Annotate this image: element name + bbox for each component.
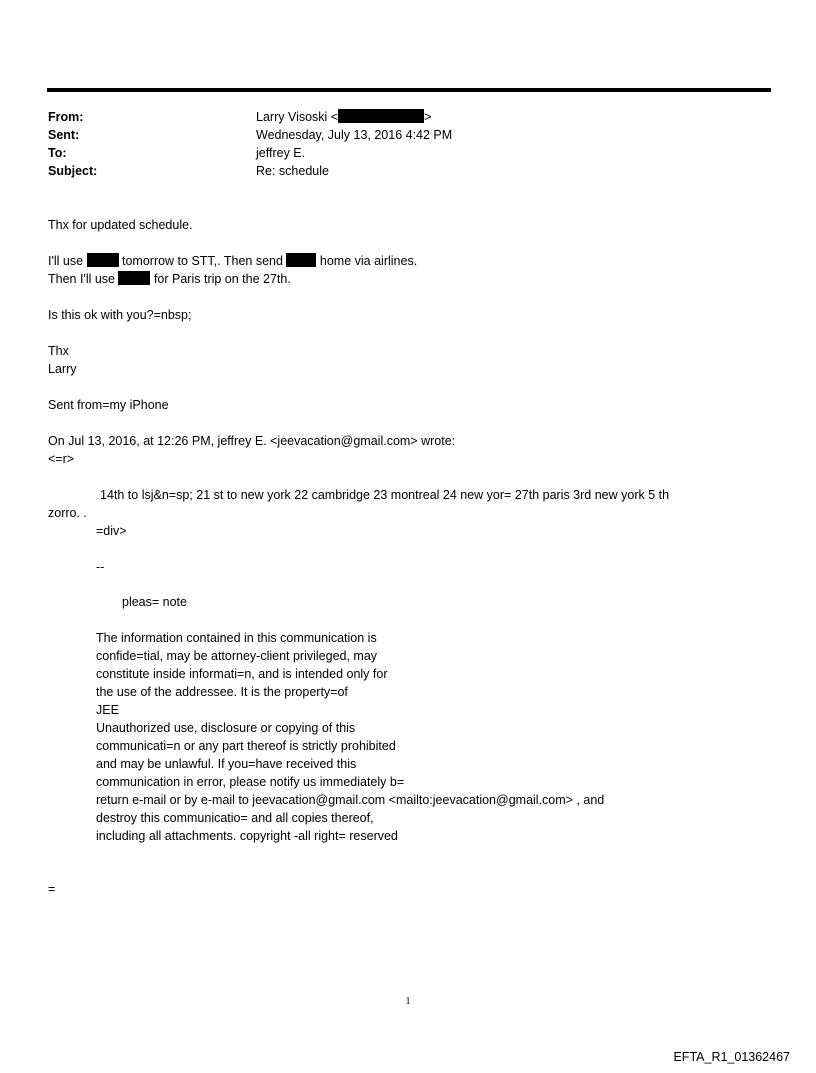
body-line: Is this ok with you?=nbsp; — [48, 308, 192, 322]
disclaimer-line: JEE — [96, 703, 119, 717]
from-value — [256, 108, 431, 126]
disclaimer-line: the use of the addressee. It is the property=of — [96, 685, 348, 699]
disclaimer-line: communicati=n or any part thereof is strictly prohibited — [96, 739, 396, 753]
body-text: tomorrow to STT,. Then send — [118, 254, 287, 268]
redaction-box — [87, 253, 119, 267]
sent-from-line: Sent from=my iPhone — [48, 398, 169, 412]
schedule-line: zorro. . — [48, 506, 87, 520]
body-line: Thx — [48, 344, 69, 358]
body-line: Thx for updated schedule. — [48, 218, 193, 232]
subject-value: Re: schedule — [256, 164, 329, 178]
bates-number: EFTA_R1_01362467 — [673, 1050, 790, 1064]
body-text: for Paris trip on the 27th. — [150, 272, 291, 286]
body-text: home via airlines. — [316, 254, 418, 268]
body-text: I'll use — [48, 254, 87, 268]
from-label: From: — [48, 110, 84, 124]
sent-label: Sent: — [48, 128, 80, 142]
from-name: Larry Visoski < — [256, 110, 339, 124]
body-line: <=r> — [48, 452, 75, 466]
page-number: 1 — [405, 996, 411, 1007]
body-line — [48, 252, 417, 270]
to-label: To: — [48, 146, 67, 160]
redaction-box — [118, 271, 150, 285]
to-value: jeffrey E. — [256, 146, 306, 160]
sent-value: Wednesday, July 13, 2016 4:42 PM — [256, 128, 453, 142]
disclaimer-line: constitute inside informati=n, and is intended only for — [96, 667, 388, 681]
subject-label: Subject: — [48, 164, 98, 178]
body-line — [48, 270, 291, 288]
disclaimer-line: return e-mail or by e-mail to jeevacation@gmail.com <mailto:jeevacation@gmail.com> , and — [96, 793, 605, 807]
disclaimer-line: Unauthorized use, disclosure or copying of this — [96, 721, 356, 735]
disclaimer-line: including all attachments. copyright -all right= reserved — [96, 829, 398, 843]
body-text: Then I'll use — [48, 272, 119, 286]
disclaimer-line: communication in error, please notify us immediately b= — [96, 775, 405, 789]
body-line: = — [48, 882, 56, 896]
disclaimer-line: confide=tial, may be attorney-client privileged, may — [96, 649, 378, 663]
separator-line: -- — [96, 560, 105, 574]
disclaimer-line: The information contained in this communication is — [96, 631, 377, 645]
header-rule — [47, 88, 771, 92]
quote-header: On Jul 13, 2016, at 12:26 PM, jeffrey E. <jeevacation@gmail.com> wrote: — [48, 434, 456, 448]
note-heading: pleas= note — [122, 595, 187, 609]
redaction-box — [338, 109, 424, 123]
body-line: =div> — [96, 524, 127, 538]
signature: Larry — [48, 362, 77, 376]
disclaimer-line: destroy this communicatio= and all copies thereof, — [96, 811, 374, 825]
schedule-line: 14th to lsj&n=sp; 21 st to new york 22 cambridge 23 montreal 24 new yor= 27th paris 3rd new york 5 th — [100, 488, 670, 502]
disclaimer-line: and may be unlawful. If you=have received this — [96, 757, 357, 771]
redaction-box — [286, 253, 316, 267]
from-close: > — [424, 110, 432, 124]
